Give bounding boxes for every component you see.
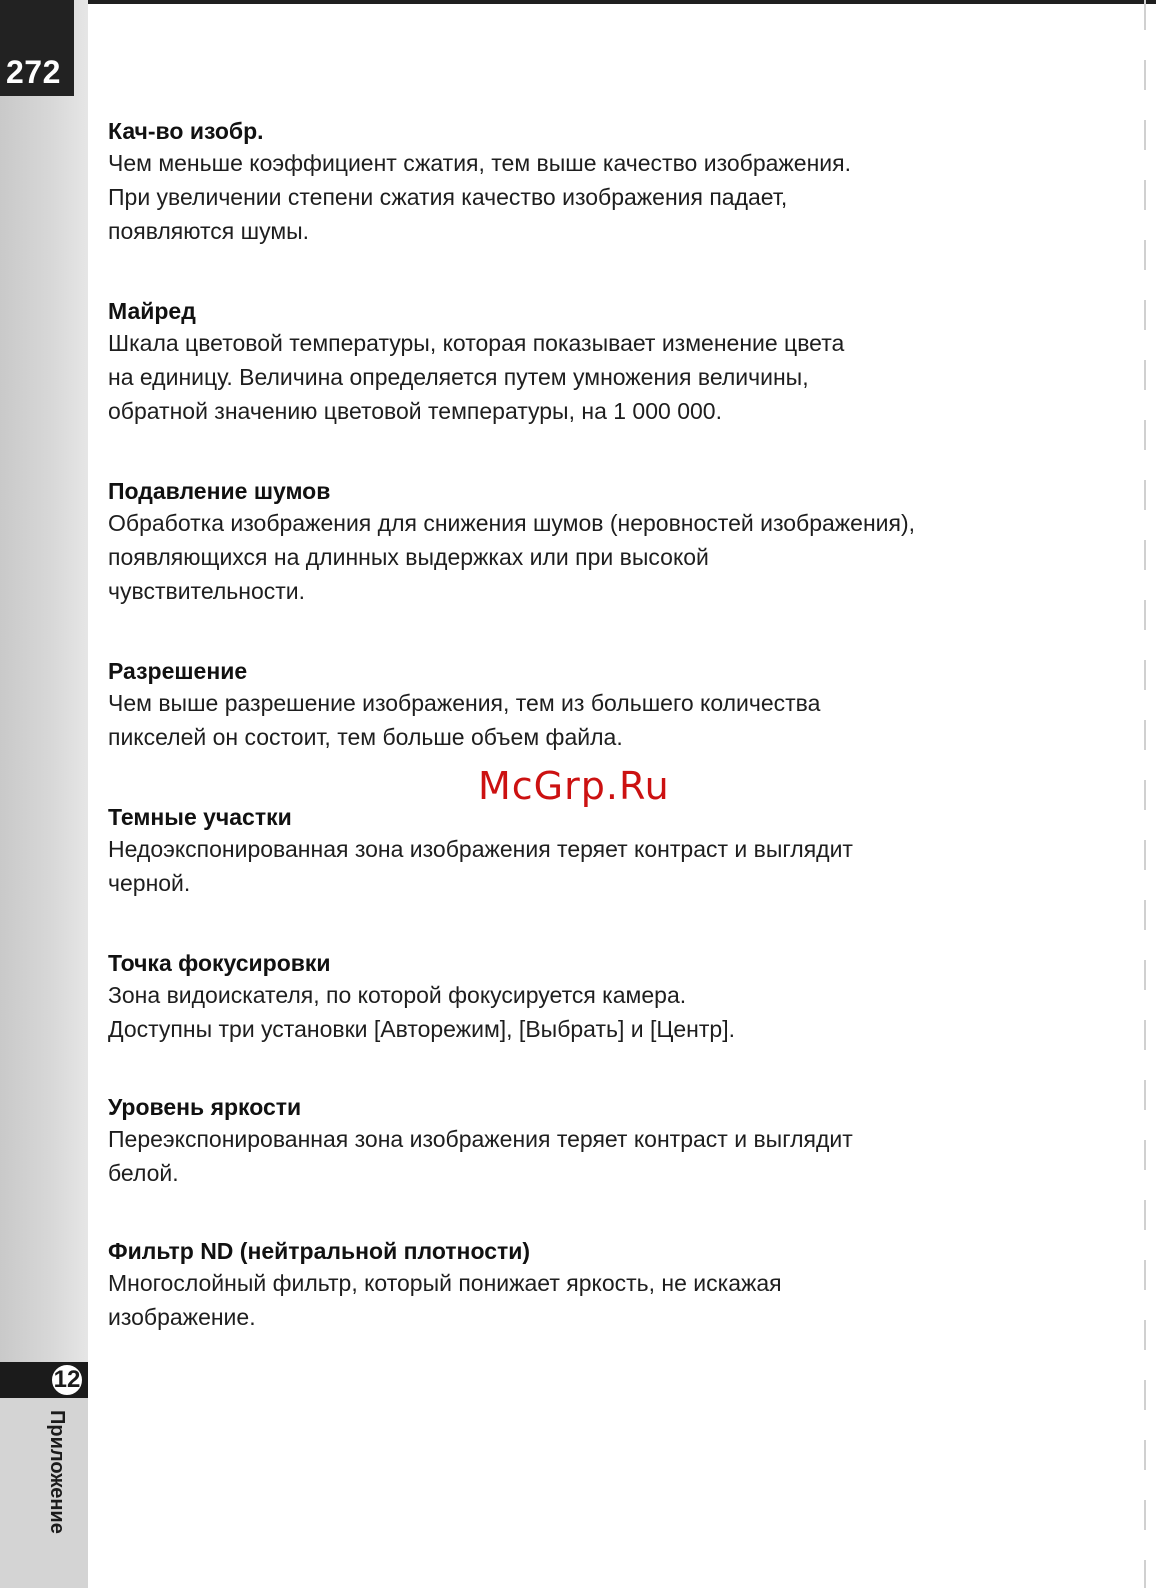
glossary-entry [108, 116, 1048, 248]
glossary-definition: Переэкспонированная зона изображения теряет контраст и выглядит белой. [108, 1126, 853, 1186]
glossary-definition: Зона видоискателя, по которой фокусируется камера. Доступны три установки [Авторежим], [Выбрать] и [Центр]. [108, 982, 735, 1042]
glossary-term: Точка фокусировки [108, 950, 331, 976]
glossary-term: Майред [108, 298, 196, 324]
glossary-term: Фильтр ND (нейтральной плотности) [108, 1238, 531, 1264]
page-number: 272 [6, 54, 61, 90]
glossary-entry [108, 1092, 1048, 1190]
glossary-term: Разрешение [108, 658, 248, 684]
chapter-label: Приложение [46, 1410, 68, 1534]
sidebar-band [0, 0, 88, 1588]
glossary-definition: Шкала цветовой температуры, которая показывает изменение цвета на единицу. Величина определяется путем умножения величины, обратной значению цветовой температуры, на 1 000 000. [108, 330, 845, 424]
glossary-term: Подавление шумов [108, 478, 331, 504]
chapter-band [0, 1370, 88, 1588]
glossary-term: Уровень яркости [108, 1094, 302, 1120]
glossary-term: Темные участки [108, 804, 292, 830]
glossary-entry [108, 476, 1048, 608]
chapter-number-badge: 12 [50, 1363, 84, 1397]
glossary-definition: Многослойный фильтр, который понижает яркость, не искажая изображение. [108, 1270, 782, 1330]
glossary-entry [108, 1236, 1048, 1334]
watermark: McGrp.Ru [478, 764, 670, 808]
glossary-definition: Чем меньше коэффициент сжатия, тем выше качество изображения. При увеличении степени сжатия качество изображения падает, появляются шумы. [108, 150, 851, 244]
page-edge [1144, 0, 1146, 1588]
glossary-definition: Обработка изображения для снижения шумов (неровностей изображения), появляющихся на длинных выдержках или при высокой чувствительности. [108, 510, 916, 604]
glossary-entry [108, 802, 1048, 900]
glossary-entry [108, 296, 1048, 428]
glossary-definition: Чем выше разрешение изображения, тем из большего количества пикселей он состоит, тем больше объем файла. [108, 690, 821, 750]
glossary-term: Кач-во изобр. [108, 118, 264, 144]
top-border [72, 0, 1156, 4]
glossary-entry [108, 948, 1048, 1046]
glossary-definition: Недоэкспонированная зона изображения теряет контраст и выглядит черной. [108, 836, 853, 896]
glossary-entry [108, 656, 1048, 754]
